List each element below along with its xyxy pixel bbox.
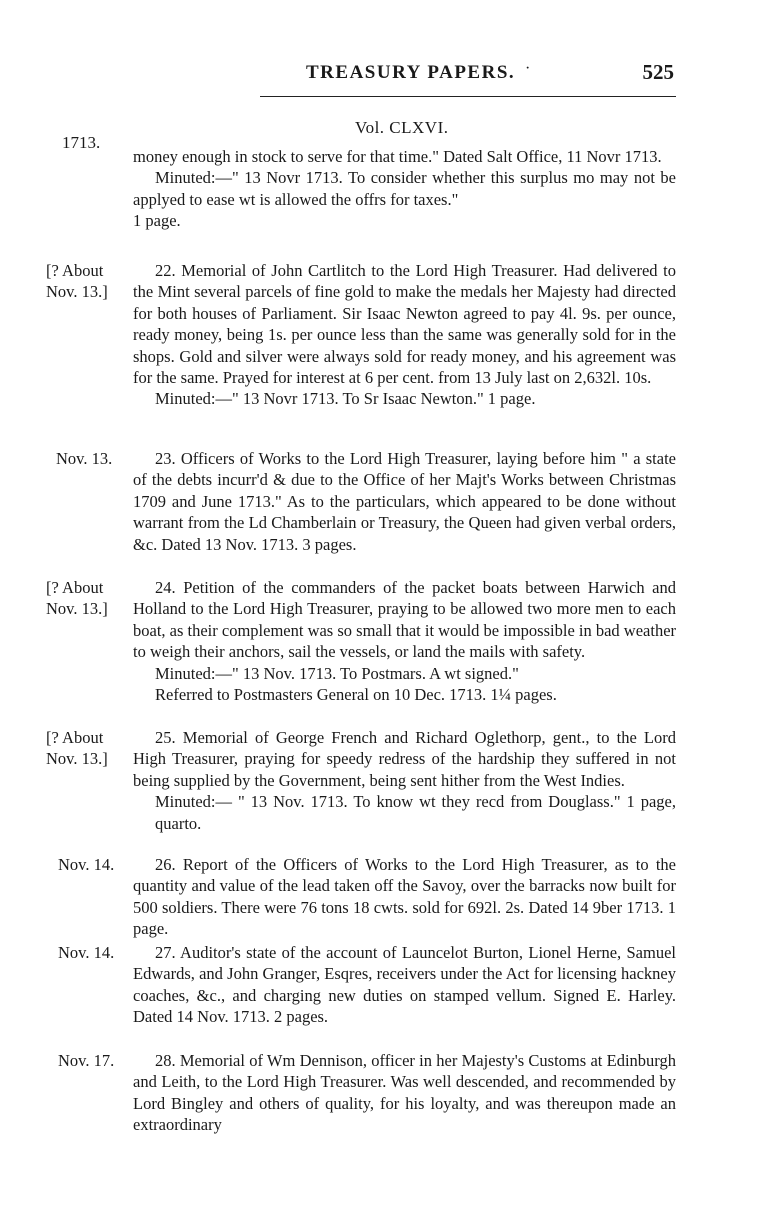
running-header (260, 60, 676, 97)
entry-body: 25. Memorial of George French and Richard Oglethorp, gent., to the Lord High Treasurer, praying for speedy redress of the hardship they suffered in not being supplied by the Government, being sent hither from the West Indies. (133, 728, 676, 790)
entry-pages: 1 page. (133, 211, 181, 231)
entry-minute: Minuted:— " 13 Nov. 1713. To know wt they recd from Douglass." 1 page, quarto. (155, 792, 676, 833)
entry-body: 28. Memorial of Wm Dennison, officer in her Majesty's Customs at Edinburgh and Leith, to the Lord High Treasurer. Was well descended, and recommended by Lord Bingley and others of quality, for his loyalty, and was thereupon made an extraordinary (133, 1051, 676, 1135)
entry-date: [? About Nov. 13.] (46, 728, 108, 768)
entry-date: [? About Nov. 13.] (46, 578, 108, 618)
entry-body: 24. Petition of the commanders of the packet boats between Harwich and Holland to the Lord High Treasurer, praying to be allowed two more men to each boat, as their complement was so small that it would be impossible in bad weather to weigh their anchors, sail the vessels, or land the mails with safety. (133, 578, 677, 662)
entry-referral: Referred to Postmasters General on 10 Dec. 1713. 1¼ pages. (155, 685, 557, 705)
entry-body: 26. Report of the Officers of Works to the Lord High Treasurer, as to the quantity and value of the lead taken off the Savoy, over the barracks now built for 500 soldiers. There were 76 tons 18 cwts. sold for 692l. 2s. Dated 14 9ber 1713. 1 page. (133, 855, 676, 939)
entry-date: Nov. 13. (56, 449, 113, 468)
entry-text (133, 577, 676, 705)
entry-body: 23. Officers of Works to the Lord High Treasurer, laying before him " a state of the debts incurr'd & due to the Office of her Majt's Works between Christmas 1709 and June 1713." As to the particulars, which appeared to be done without warrant from the Ld Chamberlain or Treasury, the Queen had given verbal orders, &c. Dated 13 Nov. 1713. 3 pages. (133, 449, 676, 554)
entry-text (133, 727, 676, 834)
entry-body: 22. Memorial of John Cartlitch to the Lord High Treasurer. Had delivered to the Mint several parcels of fine gold to make the medals her Majesty had directed for both houses of Parliament. Sir Isaac Newton agreed to pay 4l. 9s. per ounce, ready money, being 1s. per ounce less than the same was generally sold for in the shops. Gold and silver were always sold for ready money, and his agreement was for the same. Prayed for interest at 6 per cent. from 13 July last on 2,632l. 10s. (133, 261, 676, 388)
entry-body: money enough in stock to serve for that time." Dated Salt Office, 11 Novr 1713. (133, 147, 662, 166)
entry-text (133, 260, 676, 410)
entry-minute: Minuted:—" 13 Nov. 1713. To Postmars. A wt signed." (155, 663, 519, 683)
running-title: TREASURY PAPERS. (306, 62, 516, 83)
entry-text (133, 854, 676, 940)
entry-date: Nov. 14. (58, 855, 115, 874)
entry-text (133, 448, 676, 555)
entry-date: [? About Nov. 13.] (46, 261, 108, 301)
entry-body: 27. Auditor's state of the account of Launcelot Burton, Lionel Herne, Samuel Edwards, and John Granger, Esqres, receivers under the Act for licensing hackney coaches, &c., and charging new duties on stamped vellum. Signed E. Harley. Dated 14 Nov. 1713. 2 pages. (133, 943, 676, 1027)
entry-date: Nov. 14. (58, 943, 115, 962)
entry-date: Nov. 17. (58, 1051, 115, 1070)
entry-text (133, 942, 676, 1028)
entry-text (133, 1050, 676, 1136)
header-dot: · (525, 60, 531, 77)
entry-minute: Minuted:—" 13 Novr 1713. To Sr Isaac Newton." 1 page. (155, 389, 536, 409)
entry-text (133, 146, 676, 232)
year-margin-label: 1713. (62, 133, 101, 152)
volume-heading: Vol. CLXVI. (355, 118, 449, 137)
entry-minute: Minuted:—" 13 Novr 1713. To consider whether this surplus mo may not be applyed to ease wt is allowed the offrs for taxes." (133, 168, 676, 209)
page-number: 525 (642, 60, 674, 84)
